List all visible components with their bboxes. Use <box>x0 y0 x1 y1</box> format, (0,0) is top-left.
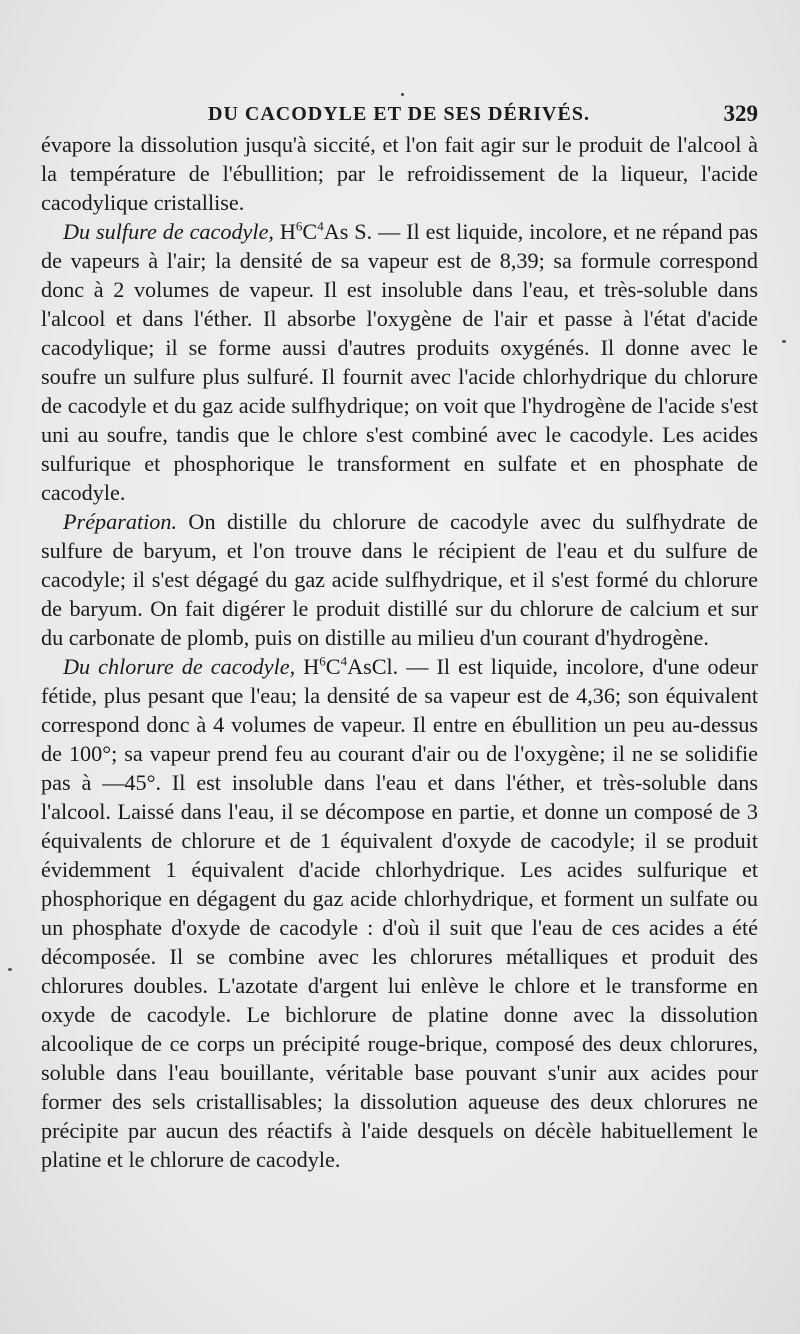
paragraph-preparation <box>41 507 758 652</box>
formula-superscript: 4 <box>317 218 324 234</box>
print-speck <box>401 93 404 96</box>
paragraph-text: On distille du chlorure de cacodyle avec du sulfhydrate de sulfure de baryum, et l'on trouve dans le récipient de l'eau et du sulfure de cacodyle; il s'est dégagé du gaz acide sulfhydrique, et il s'est formé du chlorure de baryum. On fait digérer le produit distillé sur du chlorure de calcium et sur du carbonate de plomb, puis on distille au milieu d'un courant d'hydrogène. <box>41 509 758 650</box>
body-text <box>41 130 758 1174</box>
formula-part: H <box>303 654 320 679</box>
formula-superscript: 4 <box>340 653 348 669</box>
section-lead: Préparation. <box>63 509 178 534</box>
paragraph-continuation <box>41 130 758 217</box>
formula-part: C <box>325 654 341 679</box>
chemical-formula <box>280 219 372 244</box>
chemical-formula <box>303 654 398 679</box>
paragraph-text: évapore la dissolution jusqu'à siccité, et l'on fait agir sur le produit de l'alcool à la température de l'ébullition; par le refroidissement de la liqueur, l'acide cacodylique cristallise. <box>41 132 758 215</box>
formula-part: C <box>302 219 318 244</box>
formula-part: AsCl. <box>347 654 399 679</box>
section-lead: Du chlorure de cacodyle, <box>63 654 296 679</box>
section-lead: Du sulfure de cacodyle, <box>63 219 274 244</box>
paragraph-text: — Il est liquide, incolore, d'une odeur fétide, plus pesant que l'eau; la densité de sa vapeur est de 4,36; son équivalent correspond donc à 4 volumes de vapeur. Il entre en ébullition un peu au-dessus de 100°; sa vapeur prend feu au courant d'air ou de l'oxygène; il ne se solidifie pas à —45°. Il est insoluble dans l'eau et dans l'éther, et très-soluble dans l'alcool. Laissé dans l'eau, il se décompose en partie, et donne un composé de 3 équivalents de chlorure et de 1 équivalent d'oxyde de cacodyle; il se produit évidemment 1 équivalent d'acide chlorhydrique. Les acides sulfurique et phosphorique en dégagent du gaz acide chlorhydrique, et forment un sulfate ou un phosphate d'oxyde de cacodyle : d'où il suit que l'eau de ces acides a été décomposée. Il se combine avec les chlorures métalliques et produit des chlorures doubles. L'azotate d'argent lui enlève le chlore et le transforme en oxyde de cacodyle. Le bichlorure de platine donne avec la dissolution alcoolique de ce corps un précipité rouge-brique, composé des deux chlorures, soluble dans l'eau bouillante, véritable base pouvant s'unir aux acides pour former des sels cristallisables; la dissolution aqueuse des deux chlorures ne précipite par aucun des réactifs à l'aide desquels on décèle habituellement le platine et le chlorure de cacodyle. <box>41 654 758 1172</box>
print-speck <box>8 968 12 971</box>
paragraph-text: — Il est liquide, incolore, et ne répand pas de vapeurs à l'air; la densité de sa vapeur est de 8,39; sa formule correspond donc à 2 volumes de vapeur. Il est insoluble dans l'eau, et très-soluble dans l'alcool et dans l'éther. Il absorbe l'oxygène de l'air et passe à l'état d'acide cacodylique; il se forme aussi d'autres produits oxygénés. Il donne avec le soufre un sulfure plus sulfuré. Il fournit avec l'acide chlorhydrique du chlorure de cacodyle et du gaz acide sulfhydrique; on voit que l'hydrogène de l'acide s'est uni au soufre, tandis que le chlore s'est combiné avec le cacodyle. Les acides sulfurique et phosphorique le transforment en sulfate et en phosphate de cacodyle. <box>41 219 758 505</box>
formula-part: H <box>279 219 296 244</box>
formula-superscript: 6 <box>319 653 326 669</box>
paragraph-sulfure <box>41 217 758 507</box>
page-number: 329 <box>723 101 758 126</box>
formula-superscript: 6 <box>295 218 303 234</box>
page-header <box>40 101 758 131</box>
print-speck <box>782 340 786 343</box>
running-title: DU CACODYLE ET DE SES DÉRIVÉS. <box>208 103 590 125</box>
paragraph-chlorure <box>41 652 758 1174</box>
formula-part: As S. <box>323 219 373 244</box>
